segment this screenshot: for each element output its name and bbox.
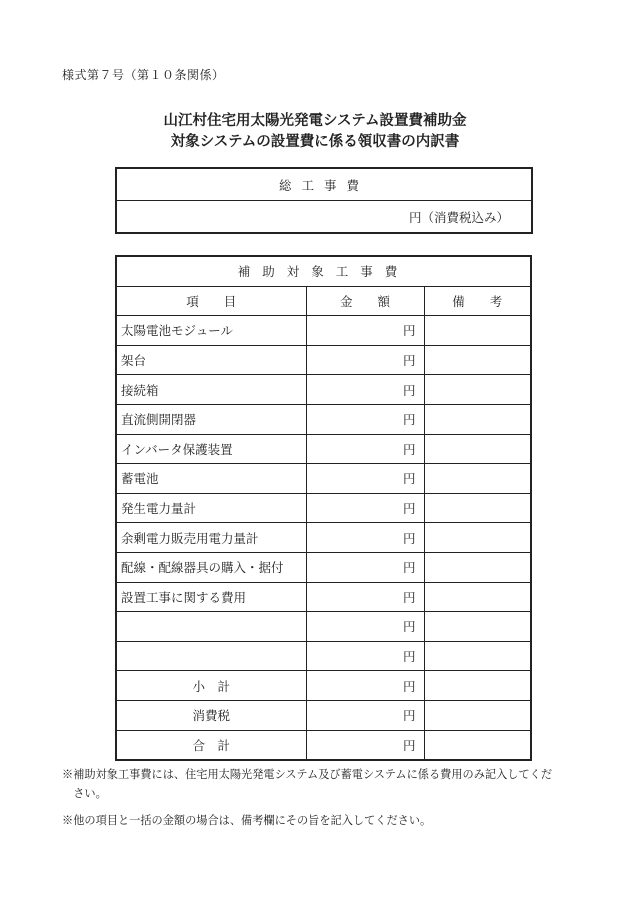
- title-line-1: 山江村住宅用太陽光発電システム設置費補助金: [163, 112, 467, 129]
- item-label: 蓄電池: [116, 464, 306, 494]
- total-label: 合 計: [116, 730, 306, 760]
- tax-amount-field[interactable]: 円: [306, 700, 424, 730]
- table-row: [116, 641, 531, 671]
- item-label[interactable]: [116, 612, 306, 642]
- subtotal-remarks-field[interactable]: [424, 671, 531, 701]
- remarks-field[interactable]: [424, 464, 531, 494]
- amount-field[interactable]: 円: [306, 523, 424, 553]
- remarks-field[interactable]: [424, 582, 531, 612]
- table-row: [116, 493, 531, 523]
- column-header-item: 項 目: [116, 286, 306, 316]
- note-1-line-2: さい。: [62, 787, 107, 800]
- remarks-field[interactable]: [424, 641, 531, 671]
- table-row: [116, 523, 531, 553]
- total-amount-field[interactable]: 円: [306, 730, 424, 760]
- column-header-amount: 金 額: [306, 286, 424, 316]
- title-line-2: 対象システムの設置費に係る領収書の内訳書: [170, 133, 460, 150]
- table-row: [116, 345, 531, 375]
- remarks-field[interactable]: [424, 345, 531, 375]
- remarks-field[interactable]: [424, 612, 531, 642]
- item-label: 余剰電力販売用電力量計: [116, 523, 306, 553]
- note-2: ※他の項目と一括の金額の場合は、備考欄にその旨を記入してください。: [62, 814, 432, 827]
- remarks-field[interactable]: [424, 434, 531, 464]
- amount-field[interactable]: 円: [306, 345, 424, 375]
- amount-field[interactable]: 円: [306, 552, 424, 582]
- item-label: 配線・配線器具の購入・据付: [116, 552, 306, 582]
- subtotal-label: 小 計: [116, 671, 306, 701]
- item-label: 設置工事に関する費用: [116, 582, 306, 612]
- item-label: 太陽電池モジュール: [116, 316, 306, 346]
- amount-field[interactable]: 円: [306, 641, 424, 671]
- table-row: [116, 552, 531, 582]
- remarks-field[interactable]: [424, 523, 531, 553]
- table-row: [116, 612, 531, 642]
- subsidy-cost-header: 補助対象工事費: [116, 256, 531, 286]
- subtotal-amount-field[interactable]: 円: [306, 671, 424, 701]
- table-row: [116, 316, 531, 346]
- item-label: 発生電力量計: [116, 493, 306, 523]
- tax-remarks-field[interactable]: [424, 700, 531, 730]
- column-header-remarks: 備 考: [424, 286, 531, 316]
- table-row: [116, 404, 531, 434]
- table-row: [116, 375, 531, 405]
- remarks-field[interactable]: [424, 375, 531, 405]
- amount-field[interactable]: 円: [306, 582, 424, 612]
- total-cost-header: 総工事費: [116, 168, 532, 201]
- document-title: [0, 110, 630, 152]
- amount-field[interactable]: 円: [306, 375, 424, 405]
- total-remarks-field[interactable]: [424, 730, 531, 760]
- table-row: [116, 434, 531, 464]
- table-row: [116, 464, 531, 494]
- amount-field[interactable]: 円: [306, 316, 424, 346]
- total-cost-amount-field[interactable]: 円（消費税込み）: [116, 201, 532, 234]
- item-label: 接続箱: [116, 375, 306, 405]
- item-label: 架台: [116, 345, 306, 375]
- remarks-field[interactable]: [424, 552, 531, 582]
- amount-field[interactable]: 円: [306, 493, 424, 523]
- note-1-line-1: ※補助対象工事費には、住宅用太陽光発電システム及び蓄電システムに係る費用のみ記入してくだ: [62, 768, 553, 781]
- remarks-field[interactable]: [424, 404, 531, 434]
- remarks-field[interactable]: [424, 316, 531, 346]
- remarks-field[interactable]: [424, 493, 531, 523]
- amount-field[interactable]: 円: [306, 612, 424, 642]
- item-label[interactable]: [116, 641, 306, 671]
- item-label: 直流側開閉器: [116, 404, 306, 434]
- subsidy-cost-table: [115, 255, 532, 761]
- item-label: インバータ保護装置: [116, 434, 306, 464]
- amount-field[interactable]: 円: [306, 404, 424, 434]
- table-row: [116, 582, 531, 612]
- notes: [62, 765, 592, 830]
- form-number: 様式第７号（第１０条関係）: [62, 68, 225, 82]
- total-cost-table: [115, 167, 533, 234]
- tax-label: 消費税: [116, 700, 306, 730]
- amount-field[interactable]: 円: [306, 434, 424, 464]
- amount-field[interactable]: 円: [306, 464, 424, 494]
